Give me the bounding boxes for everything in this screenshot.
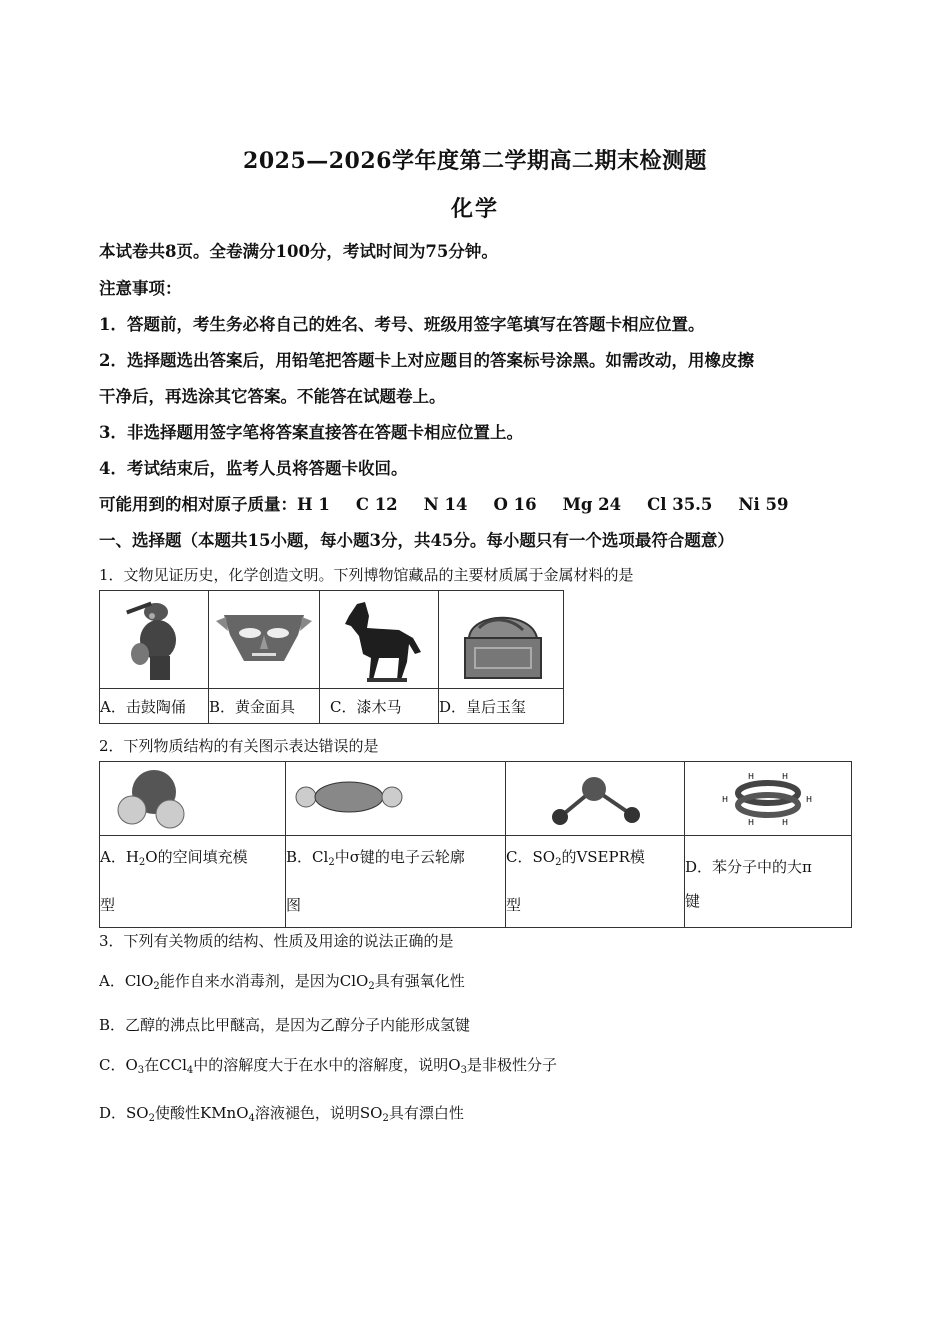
q1-image-b bbox=[209, 591, 320, 689]
q2-image-d bbox=[685, 762, 852, 836]
q1-option-a: A．击鼓陶俑 bbox=[100, 689, 209, 724]
mass-h: H 1 bbox=[297, 495, 330, 514]
q2-stem: 2．下列物质结构的有关图示表达错误的是 bbox=[99, 737, 379, 755]
q1-stem: 1．文物见证历史，化学创造文明。下列博物馆藏品的主要材质属于金属材料的是 bbox=[99, 566, 634, 584]
benzene-h-2: H bbox=[782, 771, 789, 781]
notice-item-2: 2．选择题选出答案后，用铅笔把答题卡上对应题目的答案标号涂黑。如需改动，用橡皮擦 bbox=[99, 351, 754, 370]
notice-item-1: 1．答题前，考生务必将自己的姓名、考号、班级用签字笔填写在答题卡相应位置。 bbox=[99, 315, 705, 334]
mass-o: O 16 bbox=[493, 495, 537, 514]
q3-option-b: B．乙醇的沸点比甲醚高，是因为乙醇分子内能形成氢键 bbox=[99, 1016, 471, 1034]
notice-item-4: 4．考试结束后，监考人员将答题卡收回。 bbox=[99, 459, 408, 478]
q1-image-d bbox=[439, 591, 564, 689]
notice-heading: 注意事项： bbox=[99, 279, 182, 298]
q2-option-c: C．$SO_2$的VSEPR模 型 bbox=[506, 836, 685, 928]
q2-image-c bbox=[506, 762, 685, 836]
lacquer-horse-icon bbox=[320, 596, 438, 684]
drummer-figurine-icon bbox=[100, 596, 208, 684]
q2-image-b bbox=[286, 762, 506, 836]
mass-n: N 14 bbox=[423, 495, 468, 514]
q1-image-a bbox=[100, 591, 209, 689]
notice-item-3: 3．非选择题用签字笔将答案直接答在答题卡相应位置上。 bbox=[99, 423, 523, 442]
q3-option-c: C．$O_3$在CCl$_4$中的溶解度大于在水中的溶解度，说明$O_3$是非极性分子 bbox=[99, 1056, 557, 1076]
gold-mask-icon bbox=[209, 605, 319, 675]
water-space-filling-model-icon bbox=[100, 766, 285, 832]
q1-options-table bbox=[99, 590, 564, 724]
q3-option-d: D．$SO_2$使酸性KMnO$_4$溶液褪色，说明$SO_2$具有漂白性 bbox=[99, 1104, 464, 1124]
benzene-h-1: H bbox=[748, 771, 755, 781]
mass-ni: Ni 59 bbox=[738, 495, 789, 514]
q2-option-b: B．$Cl_2$中σ键的电子云轮廓 图 bbox=[286, 836, 506, 928]
benzene-pi-bond-icon bbox=[685, 769, 851, 829]
mass-mg: Mg 24 bbox=[562, 495, 622, 514]
q3-option-a: A．ClO$_2$能作自来水消毒剂，是因为ClO$_2$具有强氧化性 bbox=[99, 972, 465, 992]
q2-image-a bbox=[100, 762, 286, 836]
q2-option-a: A．$H_2O$的空间填充模 型 bbox=[100, 836, 286, 928]
q2-option-d: D．苯分子中的大π 键 bbox=[685, 836, 852, 928]
sigma-bond-electron-cloud-icon bbox=[286, 777, 505, 821]
mass-cl: Cl 35.5 bbox=[647, 495, 713, 514]
section-heading: 一、选择题（本题共15小题，每小题3分，共45分。每小题只有一个选项最符合题意） bbox=[99, 531, 734, 550]
exam-intro: 本试卷共8页。全卷满分100分，考试时间为75分钟。 bbox=[99, 242, 498, 261]
q1-image-c bbox=[320, 591, 439, 689]
q1-option-b: B．黄金面具 bbox=[209, 689, 320, 724]
benzene-h-6: H bbox=[782, 817, 789, 827]
subject-title: 化学 bbox=[450, 196, 499, 222]
so2-vsepr-model-icon bbox=[506, 769, 684, 829]
benzene-h-3: H bbox=[722, 794, 729, 804]
benzene-h-4: H bbox=[806, 794, 813, 804]
benzene-h-5: H bbox=[748, 817, 755, 827]
notice-item-2-cont: 干净后，再选涂其它答案。不能答在试题卷上。 bbox=[99, 387, 446, 406]
q1-option-d: D．皇后玉玺 bbox=[439, 689, 564, 724]
exam-title: 2025—2026学年度第二学期高二期末检测题 bbox=[243, 148, 707, 174]
jade-seal-icon bbox=[439, 598, 563, 682]
q1-option-c: C．漆木马 bbox=[320, 689, 439, 724]
q3-stem: 3．下列有关物质的结构、性质及用途的说法正确的是 bbox=[99, 932, 454, 950]
mass-c: C 12 bbox=[355, 495, 398, 514]
atomic-masses-label: 可能用到的相对原子质量： bbox=[99, 495, 297, 514]
q2-options-table bbox=[99, 761, 852, 928]
atomic-masses bbox=[99, 491, 788, 515]
